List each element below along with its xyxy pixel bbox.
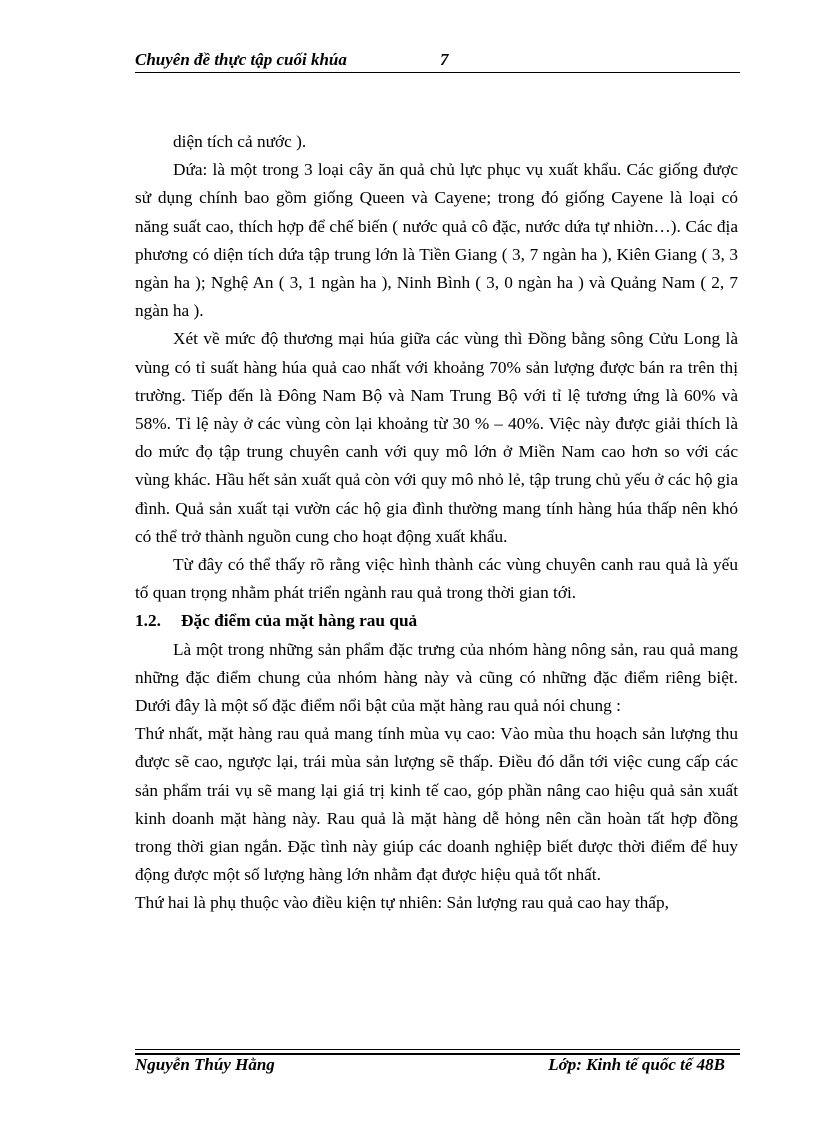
header-title: Chuyên đề thực tập cuối khúa bbox=[135, 50, 347, 69]
footer-class: Lớp: Kinh tế quốc tế 48B bbox=[548, 1055, 725, 1074]
section-heading bbox=[135, 607, 738, 635]
page-footer bbox=[135, 1055, 740, 1079]
page-number: 7 bbox=[440, 50, 449, 69]
page-header bbox=[135, 48, 740, 72]
paragraph-specialization: Từ đây có thể thấy rõ rằng việc hình thành các vùng chuyên canh rau quả là yếu tố quan trọng nhằm phát triển ngành rau quả trong thời gian tới. bbox=[135, 555, 738, 603]
paragraph-area-continuation: diện tích cả nước ). bbox=[173, 132, 307, 151]
paragraph-second-characteristic: Thứ hai là phụ thuộc vào điều kiện tự nhiên: Sản lượng rau quả cao hay thấp, bbox=[135, 893, 669, 913]
paragraph-commercialization: Xét về mức độ thương mại húa giữa các vùng thì Đồng bằng sông Cửu Long là vùng có tỉ suất hàng húa quả cao nhất với khoảng 70% sản lượng được bán ra trên thị trường. Tiếp đến là Đông Nam Bộ và Nam Trung Bộ với tỉ lệ tương ứng là 60% và 58%. Tỉ lệ này ở các vùng còn lại khoảng từ 30 % – 40%. Việc này được giải thích là do mức đọ tập trung chuyên canh với quy mô lớn ở Miền Nam cao hơn so với các vùng khác. Hầu hết sản xuất quả còn với quy mô nhỏ lẻ, tập trung chủ yếu ở các hộ gia đình. Quả sản xuất tại vườn các hộ gia đình thường mang tính hàng húa thấp nên khó có thể trở thành nguồn cung cho hoạt động xuất khẩu. bbox=[135, 329, 738, 546]
section-number: 1.2. bbox=[135, 611, 161, 631]
footer-author: Nguyễn Thúy Hằng bbox=[135, 1055, 275, 1074]
document-body bbox=[135, 128, 738, 918]
paragraph-first-characteristic: Thứ nhất, mặt hàng rau quả mang tính mùa vụ cao: Vào mùa thu hoạch sản lượng thu được sẽ cao, ngược lại, trái mùa sản lượng sẽ thấp. Điều đó dẫn tới việc cung cấp các sản phẩm trái vụ sẽ mang lại giá trị kinh tế cao, góp phần nâng cao hiệu quả sản xuất kinh doanh mặt hàng này. Rau quả là mặt hàng dễ hỏng nên cần hoàn tất hợp đồng trong thời gian ngắn. Đặc tình này giúp các doanh nghiệp biết được thời điểm để huy động được một số lượng hàng lớn nhằm đạt được hiệu quả tốt nhất. bbox=[135, 724, 738, 885]
section-title: Đặc điểm của mặt hàng rau quả bbox=[181, 611, 418, 631]
paragraph-pineapple: Dứa: là một trong 3 loại cây ăn quả chủ lực phục vụ xuất khẩu. Các giống được sử dụng chính bao gồm giống Queen và Cayene; trong đó giống Cayene là loại có năng suất cao, thích hợp để chế biến ( nước quả cô đặc, nước dứa tự nhiờn…). Các địa phương có diện tích dứa tập trung lớn là Tiền Giang ( 3, 7 ngàn ha ), Kiên Giang ( 3, 3 ngàn ha ); Nghệ An ( 3, 1 ngàn ha ), Ninh Bình ( 3, 0 ngàn ha ) và Quảng Nam ( 2, 7 ngàn ha ). bbox=[135, 160, 738, 321]
footer-rule-thin bbox=[135, 1049, 740, 1050]
header-rule bbox=[135, 72, 740, 73]
paragraph-characteristics-intro: Là một trong những sản phẩm đặc trưng của nhóm hàng nông sản, rau quả mang những đặc điểm chung của nhóm hàng này và cũng có những đặc điểm riêng biệt. Dưới đây là một số đặc điểm nổi bật của mặt hàng rau quả nói chung : bbox=[135, 639, 738, 716]
